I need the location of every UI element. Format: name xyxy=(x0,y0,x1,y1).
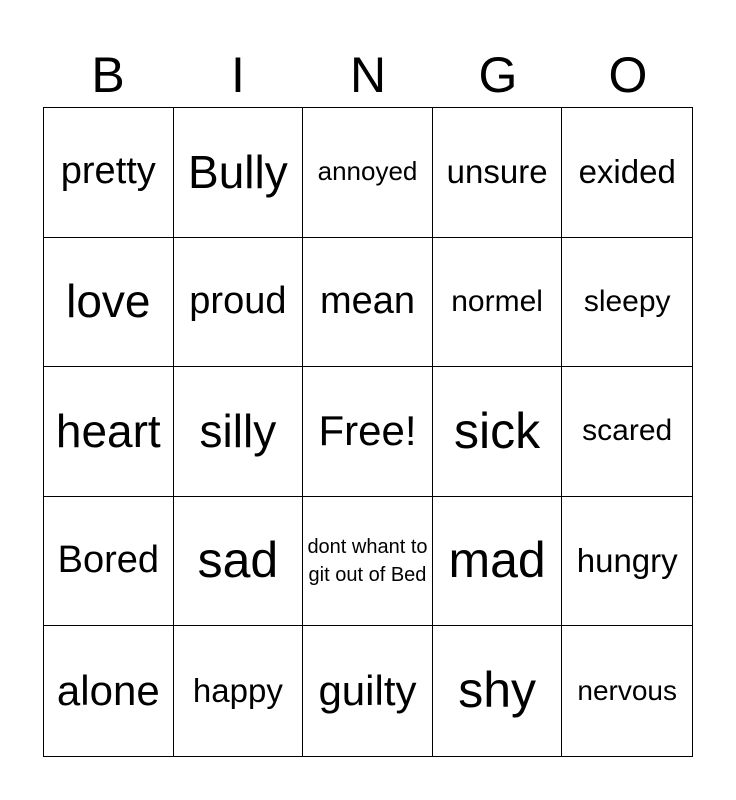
header-letter-o: O xyxy=(608,47,648,103)
bingo-cell: silly xyxy=(174,367,304,497)
bingo-cell: proud xyxy=(174,238,304,368)
bingo-cell: heart xyxy=(44,367,174,497)
bingo-cell: pretty xyxy=(44,108,174,238)
bingo-cell: guilty xyxy=(303,626,433,756)
bingo-cell: annoyed xyxy=(303,108,433,238)
bingo-cell: love xyxy=(44,238,174,368)
bingo-cell: normel xyxy=(433,238,563,368)
bingo-board xyxy=(43,107,693,757)
bingo-cell: shy xyxy=(433,626,563,756)
bingo-cell: dont whant to git out of Bed xyxy=(303,497,433,627)
bingo-cell: hungry xyxy=(562,497,692,627)
bingo-cell: sleepy xyxy=(562,238,692,368)
bingo-cell: exided xyxy=(562,108,692,238)
bingo-cell: sick xyxy=(433,367,563,497)
bingo-header xyxy=(43,44,693,106)
free-space: Free! xyxy=(303,367,433,497)
bingo-cell: unsure xyxy=(433,108,563,238)
bingo-cell: sad xyxy=(174,497,304,627)
header-letter-g: G xyxy=(478,47,518,103)
bingo-cell: Bully xyxy=(174,108,304,238)
header-letter-i: I xyxy=(231,47,245,103)
bingo-cell: mad xyxy=(433,497,563,627)
bingo-cell: mean xyxy=(303,238,433,368)
bingo-cell: nervous xyxy=(577,675,677,707)
bingo-cell: alone xyxy=(44,626,174,756)
bingo-cell: scared xyxy=(562,367,692,497)
header-letter-b: B xyxy=(91,47,125,103)
bingo-cell: Bored xyxy=(44,497,174,627)
bingo-cell: happy xyxy=(174,626,304,756)
header-letter-n: N xyxy=(349,47,387,103)
